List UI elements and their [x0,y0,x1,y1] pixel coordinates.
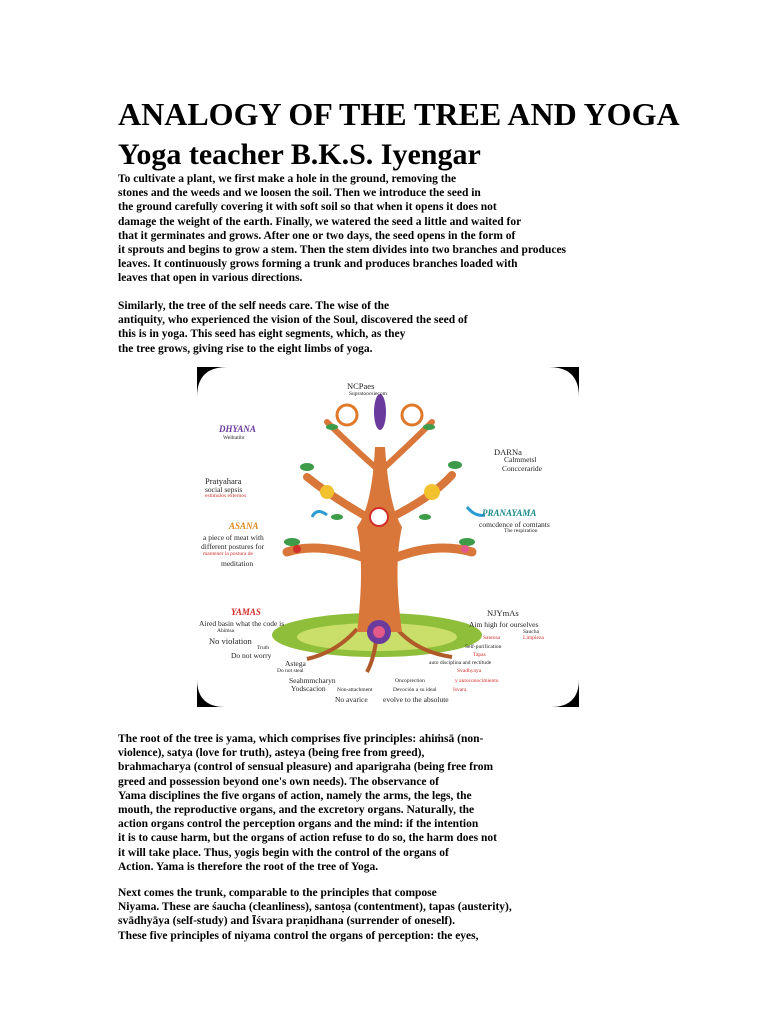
label-yamas-sub2: Ahimsa [217,628,235,634]
label-yamas-sub11: No avarice [335,695,368,704]
paragraph-3 [118,732,497,874]
label-niyamas-sub11: Devoción a su ideal [393,687,437,693]
corner-top-left [197,367,227,397]
label-dharna: DARNa [494,447,522,457]
label-niyamas-sub12: Isvara [453,687,467,693]
page-subtitle: Yoga teacher B.K.S. Iyengar [118,138,481,171]
paragraph-line: damage the weight of the earth. Finally, we watered the seed a little and waited for [118,215,522,228]
paragraph-line: leaves. It continuously grows forming a trunk and produces branches loaded with [118,258,518,271]
paragraph-line: it will take place. Thus, yogis begin with the control of the organs of [118,846,449,859]
label-top2: Supratoocsiecom [349,391,387,397]
label-dhyana: DHYANA [219,424,256,434]
label-niyamas-sub2: Saucha [523,629,539,635]
flower-root-inner [373,626,385,638]
label-top1: NCPaes [347,381,375,391]
paragraph-line: Niyama. These are śaucha (cleanliness), santoṣa (contentment), tapas (austerity), [118,901,512,914]
label-yamas-sub5: Do not worry [231,651,272,660]
label-yamas-sub1: Aired basin what the code is [199,619,285,628]
paragraph-line: The root of the tree is yama, which comprises five principles: ahiṁsā (non- [118,733,484,745]
swirl-left [337,405,357,425]
paragraph-line: brahmacharya (control of sensual pleasure) and aparigraha (being free from [118,761,494,774]
label-dhyana-sub: Welltatibr [223,435,245,441]
trunk [357,447,402,632]
paragraph-line: it sprouts and begins to grow a stem. Then the stem divides into two branches and produces [118,244,567,257]
paragraph-line: stones and the weeds and we loosen the soil. Then we introduce the seed in [118,187,481,200]
label-yamas-sub10: Non-attachment [337,687,373,693]
heart-left [293,545,301,553]
label-niyamas-sub4: Limpieza [523,635,544,641]
label-pranayama: PRANAYAMA [482,508,537,518]
paragraph-line: it is to cause harm, but the organs of action refuse to do so, the harm does not [118,832,497,845]
paragraph-4 [118,886,512,943]
label-niyamas: NJYmAs [487,608,519,618]
paragraph-line: this is in yoga. This seed has eight segments, which, as they [118,328,406,341]
label-yamas: YAMAS [231,607,261,617]
label-asana-sub1: a piece of meat with [203,533,264,542]
label-yamas-sub6: Astega [285,659,306,668]
label-niyamas-sub10: y autoconocimiento [455,678,499,684]
paragraph-line: These five principles of niyama control the organs of perception: the eyes, [118,929,479,942]
label-yamas-sub9: Yodscacion [291,684,326,693]
paragraph-line: Yama disciplines the five organs of action, namely the arms, the legs, the [118,789,472,802]
label-niyamas-sub3: Santosa [483,635,501,641]
paragraph-line: greed and possession beyond one's own needs). The observance of [118,775,439,788]
label-pratyahara: Pratyahara [205,476,242,486]
label-asana-sub2: different postures for [201,542,265,551]
paragraph-line: Similarly, the tree of the self needs care. The wise of the [118,300,390,312]
label-yamas-sub4: Truth [257,645,270,651]
label-niyamas-sub8: Svadhyaya [457,668,482,674]
corner-top-right [549,367,579,397]
bird-left [312,511,327,517]
corner-bottom-left [197,679,225,707]
branch-right-lower [397,548,472,557]
paragraph-line: Action. Yama is therefore the root of the tree of Yoga. [118,860,379,873]
paragraph-line: mouth, the reproductive organs, and the excretory organs. Naturally, the [118,804,475,817]
figure-top [374,394,386,430]
page-title: ANALOGY OF THE TREE AND YOGA [118,96,680,132]
paragraph-line: action organs control the perception organs and the mind: if the intention [118,818,479,831]
paragraph-line: that it germinates and grows. After one or two days, the seed opens in the form of [118,229,516,242]
paragraph-line: Next comes the trunk, comparable to the principles that compose [118,887,437,899]
paragraph-2 [118,299,468,356]
label-asana-sub4: meditation [221,559,254,568]
label-yamas-sub3: No violation [209,636,252,646]
label-pratyahara-sub2: estimulos externos [205,493,247,499]
sun-symbol [424,484,440,500]
label-niyamas-sub6: Tapas [473,652,486,658]
paragraph-line: the tree grows, giving rise to the eight limbs of yoga. [118,342,373,355]
label-niyamas-sub1: Aim high for ourselves [469,620,539,629]
label-yamas-sub7: Do not steal [277,668,304,674]
paragraph-1 [118,172,566,286]
paragraph-line: leaves that open in various directions. [118,272,303,285]
label-niyamas-sub9: Oncoprection [395,678,425,684]
paragraph-line: the ground carefully covering it with soft soil so that when it opens it does not [118,201,497,214]
label-niyamas-sub5: Self-purification [465,644,502,650]
paragraph-line: antiquity, who experienced the vision of the Soul, discovered the seed of [118,314,468,327]
label-yamas-sub8: Seahmmcharyn [289,676,336,685]
corner-bottom-right [551,679,579,707]
swirl-right [402,405,422,425]
flower-center [370,508,388,526]
label-asana: ASANA [229,521,259,531]
moon-symbol [320,485,334,499]
label-niyamas-sub7: auto disciplina and rectitude [429,660,492,666]
label-pratyahara-sub: social sepsis [205,485,243,494]
label-pranayama-sub2: The respiration [504,528,538,534]
label-dharna-sub2: Concceraride [502,464,542,473]
paragraph-line: To cultivate a plant, we first make a hole in the ground, removing the [118,173,457,185]
label-asana-sub3: mantener la postura de [203,551,253,557]
paragraph-line: svādhyāya (self-study) and Īśvara praṇidhana (surrender of oneself). [118,915,455,928]
label-niyamas-sub13: evolve to the absolute [383,695,449,704]
paragraph-line: violence), satya (love for truth), asteya (being free from greed), [118,747,425,760]
label-pranayama-sub: comcdence of comtants [479,520,550,529]
label-dharna-sub1: Calmmetsl [504,455,537,464]
yoga-tree-figure [197,367,579,707]
branch-right-mid [392,475,452,517]
heart-right [461,545,469,553]
